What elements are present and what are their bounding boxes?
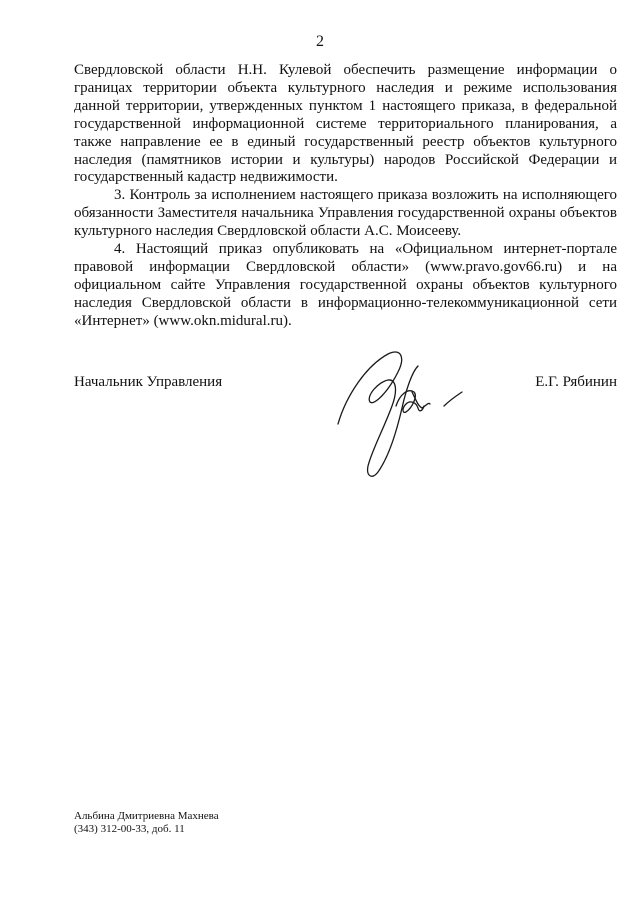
executor-name: Альбина Дмитриевна Махнева xyxy=(74,810,219,822)
signature-stroke-loop xyxy=(396,391,424,413)
executor-info xyxy=(74,810,219,836)
signature-stroke-dash xyxy=(444,392,462,406)
executor-phone: (343) 312-00-33, доб. 11 xyxy=(74,823,185,835)
paragraph-control: 3. Контроль за исполнением настоящего приказа возложить на исполняющего обязанности Заместителя начальника Управления государственной охраны объектов культурного наследия Свердловской области А.С. Моисееву. xyxy=(74,187,617,240)
document-body xyxy=(74,62,617,331)
handwritten-signature xyxy=(326,346,476,486)
signatory-name: Е.Г. Рябинин xyxy=(535,374,617,390)
signature-stroke-main xyxy=(338,352,418,476)
paragraph-continuation: Свердловской области Н.Н. Кулевой обеспечить размещение информации о границах территории объекта культурного наследия и режиме использования данной территории, утвержденных пунктом 1 настоящего приказа, в федеральной государственной информационной системе территориального планирования, а также направление ее в единый государственный реестр объектов культурного наследия (памятников истории и культуры) народов Российской Федерации и государственный кадастр недвижимости. xyxy=(74,62,617,186)
page-number: 2 xyxy=(316,33,324,50)
signatory-position: Начальник Управления xyxy=(74,374,223,390)
paragraph-publication: 4. Настоящий приказ опубликовать на «Официальном интернет-портале правовой информации Свердловской области» (www.pravo.gov66.ru) и на официальном сайте Управления государственной охраны объектов культурного наследия Свердловской области в информационно-телекоммуникационной сети «Интернет» (www.okn.midural.ru). xyxy=(74,241,617,329)
